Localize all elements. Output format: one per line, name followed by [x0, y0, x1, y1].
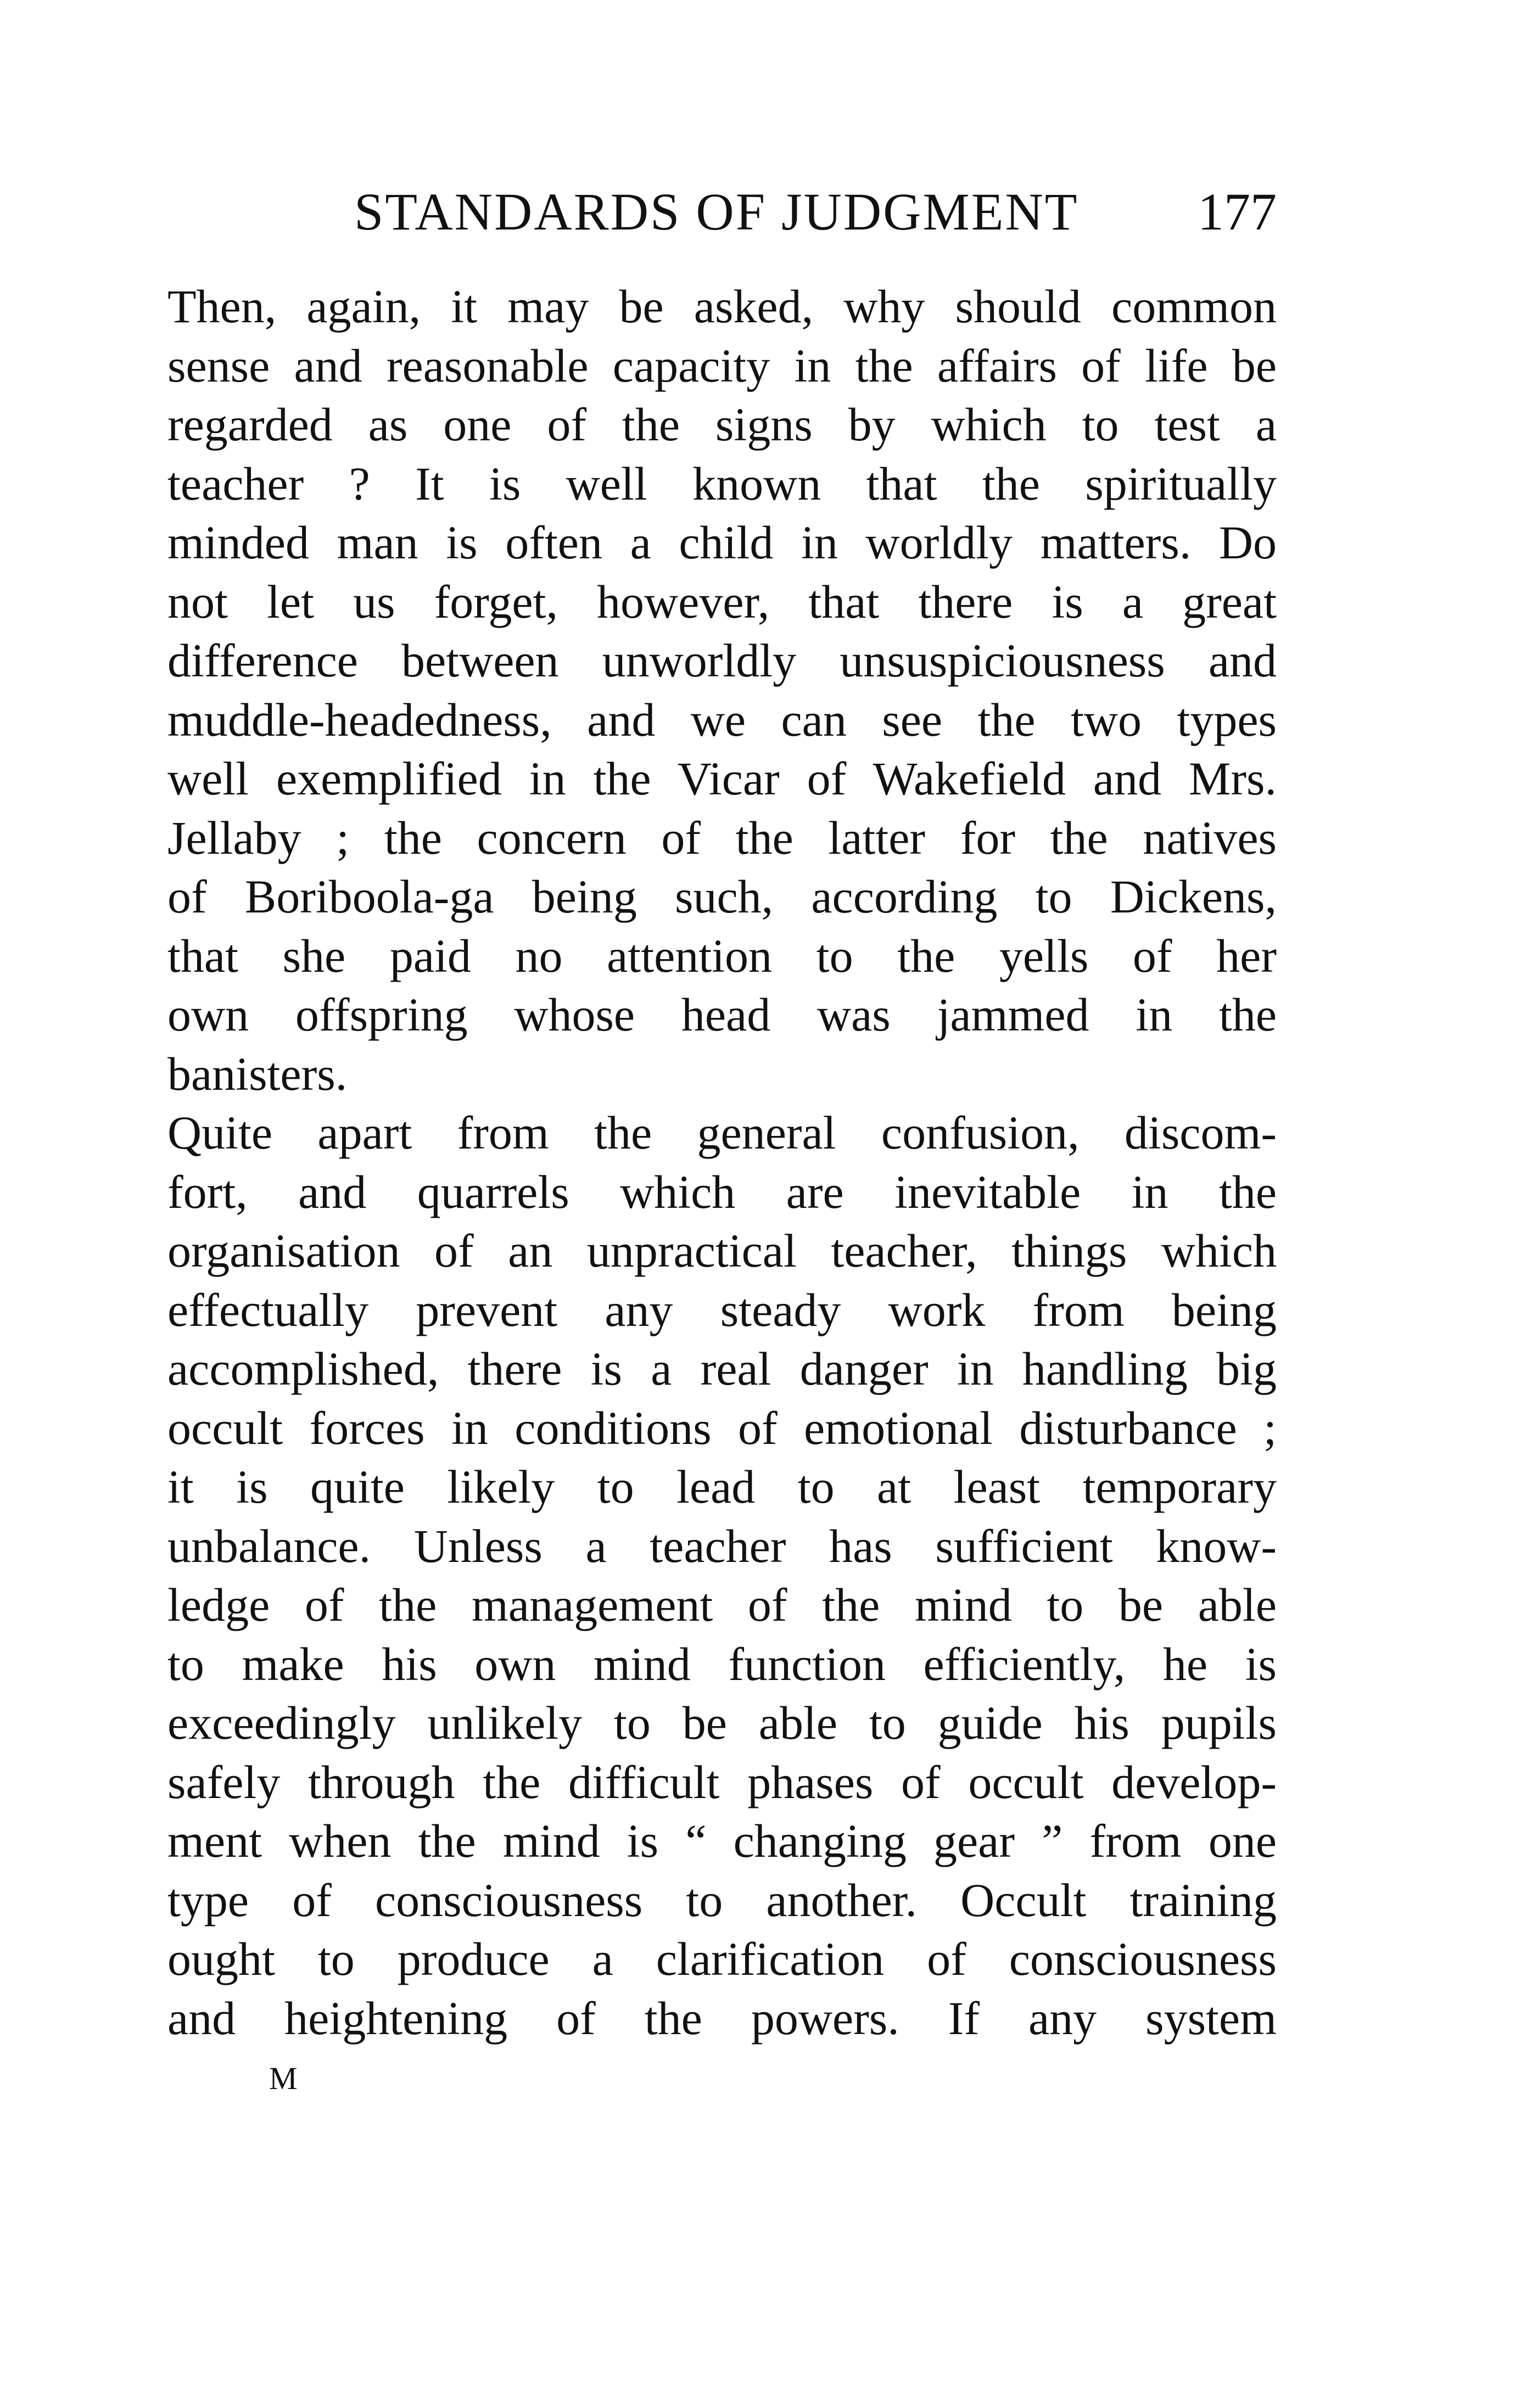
text-line: and heightening of the powers. If any system	[167, 1991, 1277, 2045]
text-line: organisation of an unpractical teacher, things which	[167, 1224, 1277, 1277]
body-text	[167, 277, 1277, 2048]
paragraph-2	[167, 1104, 1277, 2048]
text-line: Then, again, it may be asked, why should common	[167, 280, 1277, 333]
text-line: minded man is often a child in worldly matters. Do	[167, 516, 1277, 569]
text-line: banisters.	[167, 1047, 348, 1100]
text-line: to make his own mind function efficiently, he is	[167, 1637, 1277, 1690]
text-line: teacher ? It is well known that the spiritually	[167, 457, 1277, 510]
text-line: muddle-headedness, and we can see the two types	[167, 693, 1277, 746]
text-line: ledge of the management of the mind to be able	[167, 1578, 1277, 1631]
running-head	[167, 181, 1277, 264]
running-head-title: STANDARDS OF JUDGMENT	[354, 182, 1079, 241]
text-line: not let us forget, however, that there is a great	[167, 575, 1277, 628]
text-line: unbalance. Unless a teacher has sufficient know-	[167, 1519, 1277, 1572]
page-number: 177	[1198, 182, 1277, 241]
text-line: sense and reasonable capacity in the affairs of life be	[167, 339, 1277, 392]
text-line: occult forces in conditions of emotional disturbance ;	[167, 1401, 1277, 1454]
text-line: fort, and quarrels which are inevitable in the	[167, 1165, 1277, 1218]
text-line: well exemplified in the Vicar of Wakefield and Mrs.	[167, 752, 1277, 805]
text-line: that she paid no attention to the yells of her	[167, 929, 1277, 982]
text-line: effectually prevent any steady work from being	[167, 1283, 1277, 1336]
text-line: safely through the difficult phases of occult develop-	[167, 1755, 1277, 1808]
text-line: Quite apart from the general confusion, discom-	[167, 1106, 1277, 1159]
text-line: regarded as one of the signs by which to test a	[167, 398, 1277, 451]
text-line: own offspring whose head was jammed in the	[167, 988, 1277, 1041]
text-line: exceedingly unlikely to be able to guide his pupils	[167, 1696, 1277, 1749]
text-line: type of consciousness to another. Occult training	[167, 1873, 1277, 1927]
paragraph-1	[167, 277, 1277, 1104]
text-line: it is quite likely to lead to at least temporary	[167, 1460, 1277, 1513]
text-line: of Boriboola-ga being such, according to Dickens,	[167, 870, 1277, 923]
text-line: accomplished, there is a real danger in handling big	[167, 1342, 1277, 1395]
text-line: Jellaby ; the concern of the latter for the natives	[167, 811, 1277, 864]
signature-mark: M	[269, 2060, 299, 2096]
text-line: ought to produce a clarification of consciousness	[167, 1933, 1277, 1985]
text-line: difference between unworldly unsuspiciousness and	[167, 634, 1277, 687]
text-line: ment when the mind is “ changing gear ” from one	[167, 1815, 1277, 1867]
